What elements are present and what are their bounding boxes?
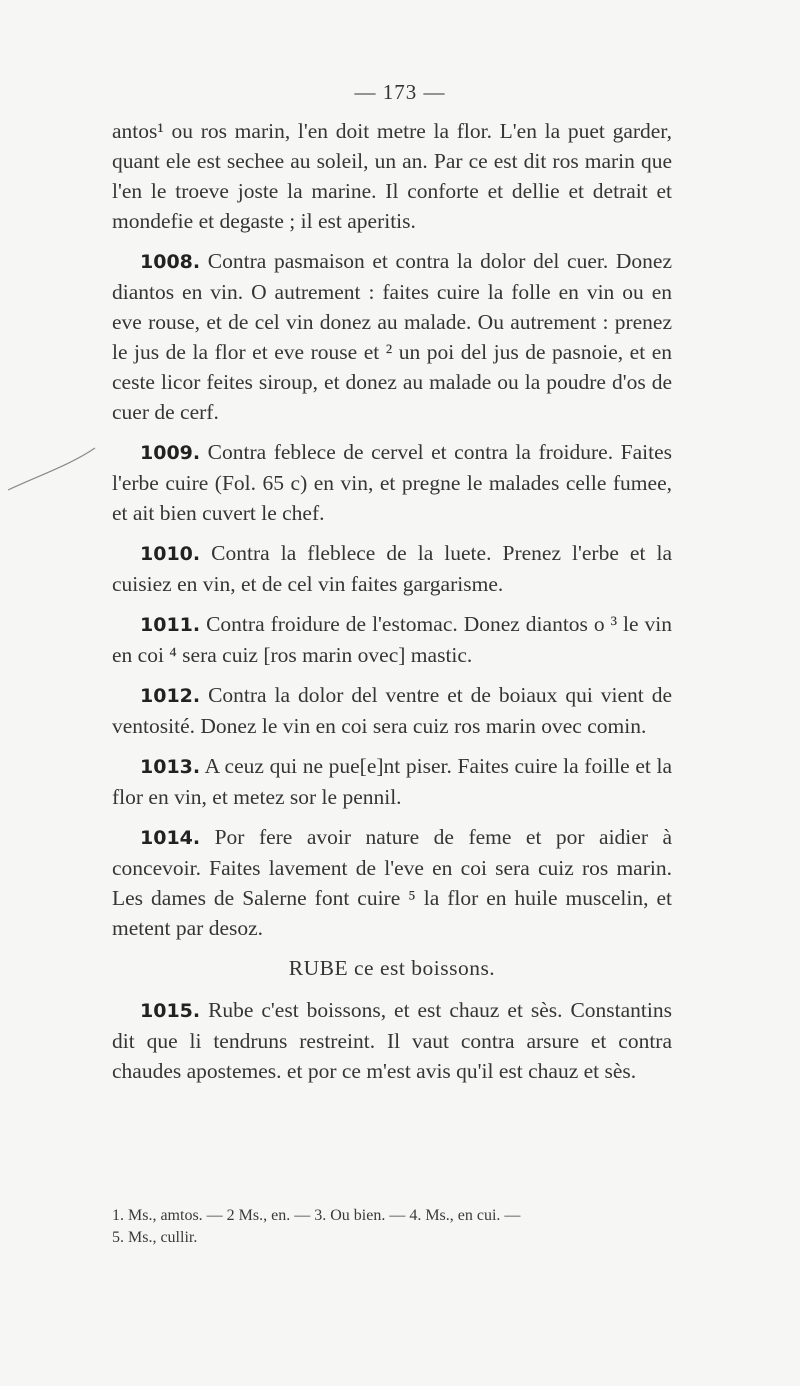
main-text [112, 116, 672, 1096]
entry-1012 [112, 680, 672, 741]
entry-1009 [112, 437, 672, 528]
entry-1013 [112, 751, 672, 812]
entry-text: Contra pasmaison et contra la dolor del cuer. Donez diantos en vin. O autrement : faites cuire la folle en vin ou en eve rouse, et de cel vin donez au malade. Ou autrement : prenez le jus de la flor et eve rouse et ² un poi del jus de pasnoie, et en ceste licor feites siroup, et donez au malade ou la poudre d'os de cuer de cerf. [112, 249, 672, 424]
entry-number: 1009. [140, 442, 201, 464]
footnote-line: 5. Ms., cullir. [112, 1229, 198, 1246]
entry-number: 1008. [140, 251, 201, 273]
pencil-mark [0, 420, 120, 500]
entry-number: 1011. [140, 614, 201, 636]
entry-text: Contra froidure de l'estomac. Donez diantos o ³ le vin en coi ⁴ sera cuiz [ros marin ovec] mastic. [112, 612, 673, 667]
entry-text: Por fere avoir nature de feme et por aidier à concevoir. Faites lavement de l'eve en coi sera cuiz ros marin. Les dames de Salerne font cuire ⁵ la flor en huile muscelin, et metent par desoz. [112, 825, 672, 940]
entry-1015 [112, 995, 672, 1086]
entry-number: 1010. [140, 543, 201, 565]
entry-text: A ceuz qui ne pue[e]nt piser. Faites cuire la foille et la flor en vin, et metez sor le pennil. [112, 754, 672, 809]
entry-1010 [112, 538, 672, 599]
entry-1014 [112, 822, 672, 943]
entry-number: 1015. [140, 1000, 201, 1022]
entry-number: 1014. [140, 827, 201, 849]
entry-number: 1012. [140, 685, 201, 707]
entry-text: Contra la dolor del ventre et de boiaux qui vient de ventosité. Donez le vin en coi sera cuiz ros marin ovec comin. [112, 683, 673, 738]
entry-number: 1013. [140, 756, 201, 778]
footnote-line: 1. Ms., amtos. — 2 Ms., en. — 3. Ou bien. — 4. Ms., en cui. — [112, 1207, 521, 1224]
entry-text: Contra feblece de cervel et contra la froidure. Faites l'erbe cuire (Fol. 65 c) en vin, et pregne le malades celle fumee, et ait bien cuvert le chef. [112, 440, 672, 525]
intro-paragraph: antos¹ ou ros marin, l'en doit metre la flor. L'en la puet garder, quant ele est sechee au soleil, un an. Par ce est dit ros marin que l'en le troeve joste la marine. Il conforte et dellie et detrait et mondefie et degaste ; il est aperitis. [112, 119, 672, 233]
entry-1008 [112, 246, 672, 427]
footnotes [112, 1205, 672, 1249]
page-number: — 173 — [354, 80, 446, 104]
entry-text: Rube c'est boissons, et est chauz et sès. Constantins dit que li tendruns restreint. Il vaut contra arsure et contra chaudes apostemes. et por ce m'est avis qu'il est chauz et sès. [112, 998, 672, 1083]
entry-text: Contra la fleblece de la luete. Prenez l'erbe et la cuisiez en vin, et de cel vin faites gargarisme. [112, 541, 673, 596]
entry-1011 [112, 609, 672, 670]
section-heading: RUBE ce est boissons. [288, 956, 496, 980]
